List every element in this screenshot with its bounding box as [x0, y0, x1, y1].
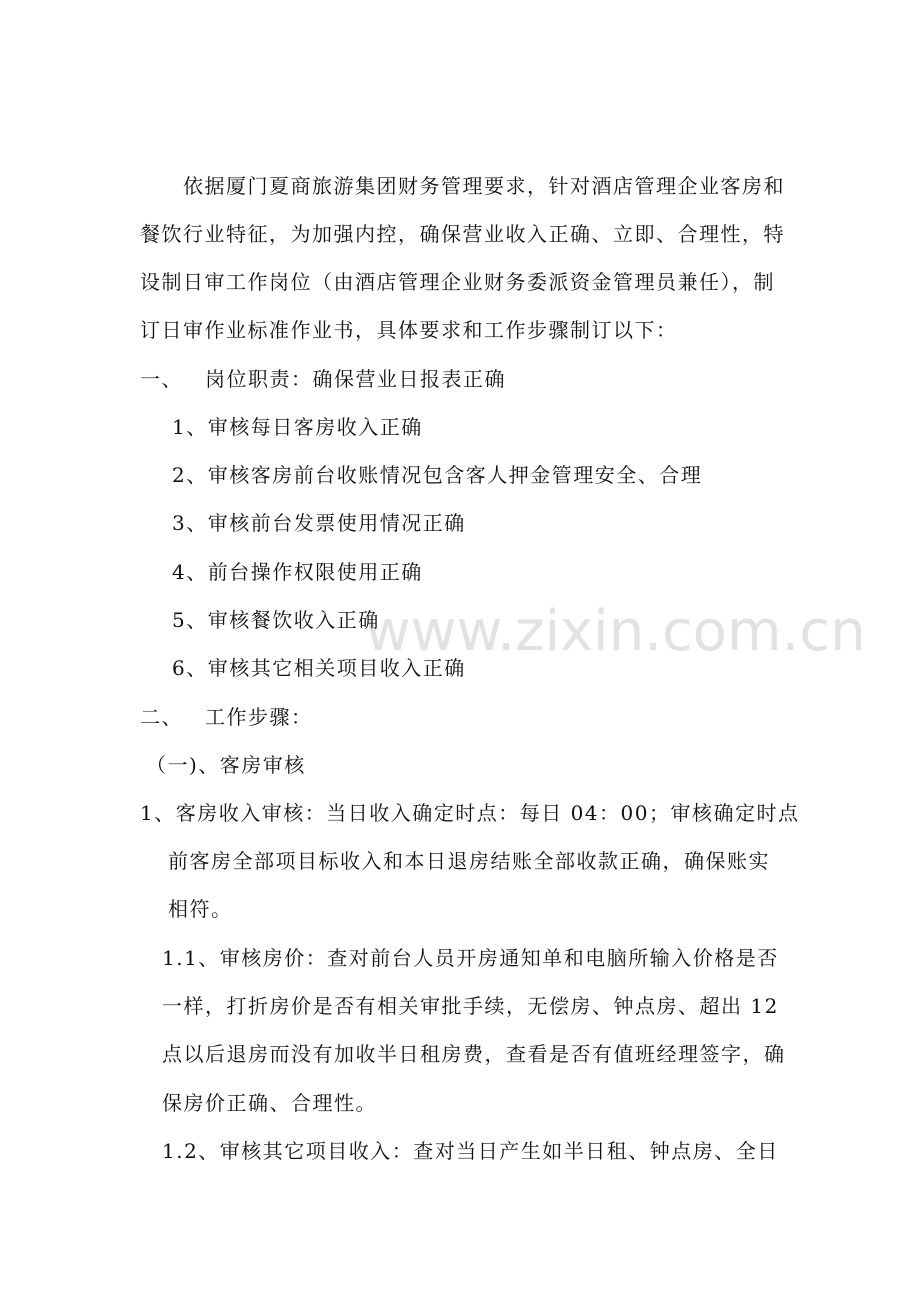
- section-1-item-3: 3、审核前台发票使用情况正确: [172, 511, 466, 535]
- para-1-2-line-1: 1.2、审核其它项目收入：查对当日产生如半日租、钟点房、全日: [162, 1139, 779, 1163]
- subsection-1-title: （一)、客房审核: [146, 753, 306, 777]
- para-1-1-line-3: 点以后退房而没有加收半日租房费，查看是否有值班经理签字，确: [162, 1042, 786, 1066]
- watermark: www.zixin.com.cn: [365, 599, 866, 664]
- section-1-title: 岗位职责：确保营业日报表正确: [205, 367, 506, 391]
- section-2-title: 工作步骤：: [205, 705, 313, 729]
- para-1-1-line-2: 一样，打折房价是否有相关审批手续，无偿房、钟点房、超出 12: [162, 994, 779, 1018]
- para-1-line-2: 前客房全部项目标收入和本日退房结账全部收款正确，确保账实: [168, 849, 770, 873]
- section-1-item-5: 5、审核餐饮收入正确: [172, 608, 380, 632]
- para-1-line-3: 相符。: [168, 897, 233, 921]
- section-1-item-6: 6、审核其它相关项目收入正确: [172, 656, 466, 680]
- section-1-item-1: 1、审核每日客房收入正确: [172, 415, 423, 439]
- intro-line-3: 设制日审工作岗位（由酒店管理企业财务委派资金管理员兼任），制: [140, 270, 775, 294]
- intro-line-1: 依据厦门夏商旅游集团财务管理要求，针对酒店管理企业客房和: [183, 174, 785, 198]
- intro-line-4: 订日审作业标准作业书，具体要求和工作步骤制订以下：: [140, 318, 678, 342]
- para-1-1-line-1: 1.1、审核房价：查对前台人员开房通知单和电脑所输入价格是否: [162, 946, 779, 970]
- section-1-item-4: 4、前台操作权限使用正确: [172, 560, 423, 584]
- section-1-number: 一、: [140, 367, 183, 391]
- para-1-1-line-4: 保房价正确、合理性。: [162, 1091, 377, 1115]
- section-1-item-2: 2、审核客房前台收账情况包含客人押金管理安全、合理: [172, 463, 703, 487]
- para-1-line-1: 1、客房收入审核：当日收入确定时点：每日 04：00；审核确定时点: [140, 801, 800, 825]
- section-2-number: 二、: [140, 705, 183, 729]
- intro-line-2: 餐饮行业特征，为加强内控，确保营业收入正确、立即、合理性，特: [140, 222, 785, 246]
